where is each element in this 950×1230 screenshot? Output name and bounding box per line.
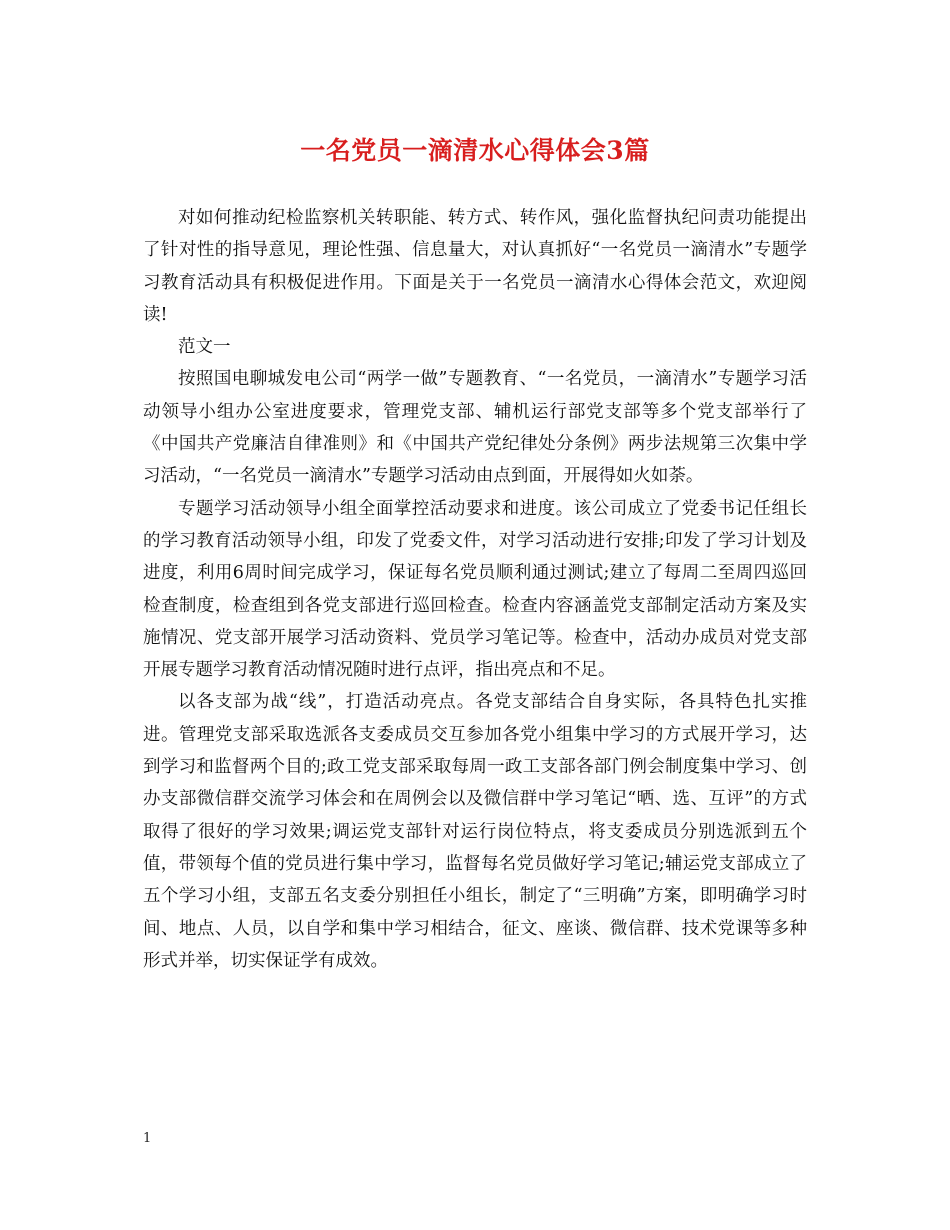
document-title: 一名党员一滴清水心得体会3篇 xyxy=(300,136,650,165)
page-number: 1 xyxy=(143,1131,152,1146)
intro-paragraph: 对如何推动纪检监察机关转职能、转方式、转作风，强化监督执纪问责功能提出了针对性的指导意见，理论性强、信息量大，对认真抓好“一名党员一滴清水”专题学习教育活动具有积极促进作用。下面是关于一名党员一滴清水心得体会范文，欢迎阅读! xyxy=(143,208,807,325)
section-heading-sample-one: 范文一 xyxy=(178,337,231,358)
document-body xyxy=(143,202,807,977)
body-paragraph: 专题学习活动领导小组全面掌控活动要求和进度。该公司成立了党委书记任组长的学习教育活动领导小组，印发了党委文件，对学习活动进行安排;印发了学习计划及进度，利用6周时间完成学习，保证每名党员顺利通过测试;建立了每周二至周四巡回检查制度，检查组到各党支部进行巡回检查。检查内容涵盖党支部制定活动方案及实施情况、党支部开展学习活动资料、党员学习笔记等。检查中，活动办成员对党支部开展专题学习教育活动情况随时进行点评，指出亮点和不足。 xyxy=(143,498,807,681)
body-paragraph: 按照国电聊城发电公司“两学一做”专题教育、“一名党员，一滴清水”专题学习活动领导小组办公室进度要求，管理党支部、辅机运行部党支部等多个党支部举行了《中国共产党廉洁自律准则》和《中国共产党纪律处分条例》两步法规第三次集中学习活动，“一名党员一滴清水”专题学习活动由点到面，开展得如火如荼。 xyxy=(143,369,807,487)
body-paragraph: 以各支部为战“线”，打造活动亮点。各党支部结合自身实际，各具特色扎实推进。管理党支部采取选派各支委成员交互参加各党小组集中学习的方式展开学习，达到学习和监督两个目的;政工党支部采取每周一政工支部各部门例会制度集中学习、创办支部微信群交流学习体会和在周例会以及微信群中学习笔记“晒、选、互评”的方式取得了很好的学习效果;调运党支部针对运行岗位特点，将支委成员分别选派到五个值，带领每个值的党员进行集中学习，监督每名党员做好学习笔记;辅运党支部成立了五个学习小组，支部五名支委分别担任小组长，制定了“三明确”方案，即明确学习时间、地点、人员，以自学和集中学习相结合，征文、座谈、微信群、技术党课等多种形式并举，切实保证学有成效。 xyxy=(143,692,807,971)
